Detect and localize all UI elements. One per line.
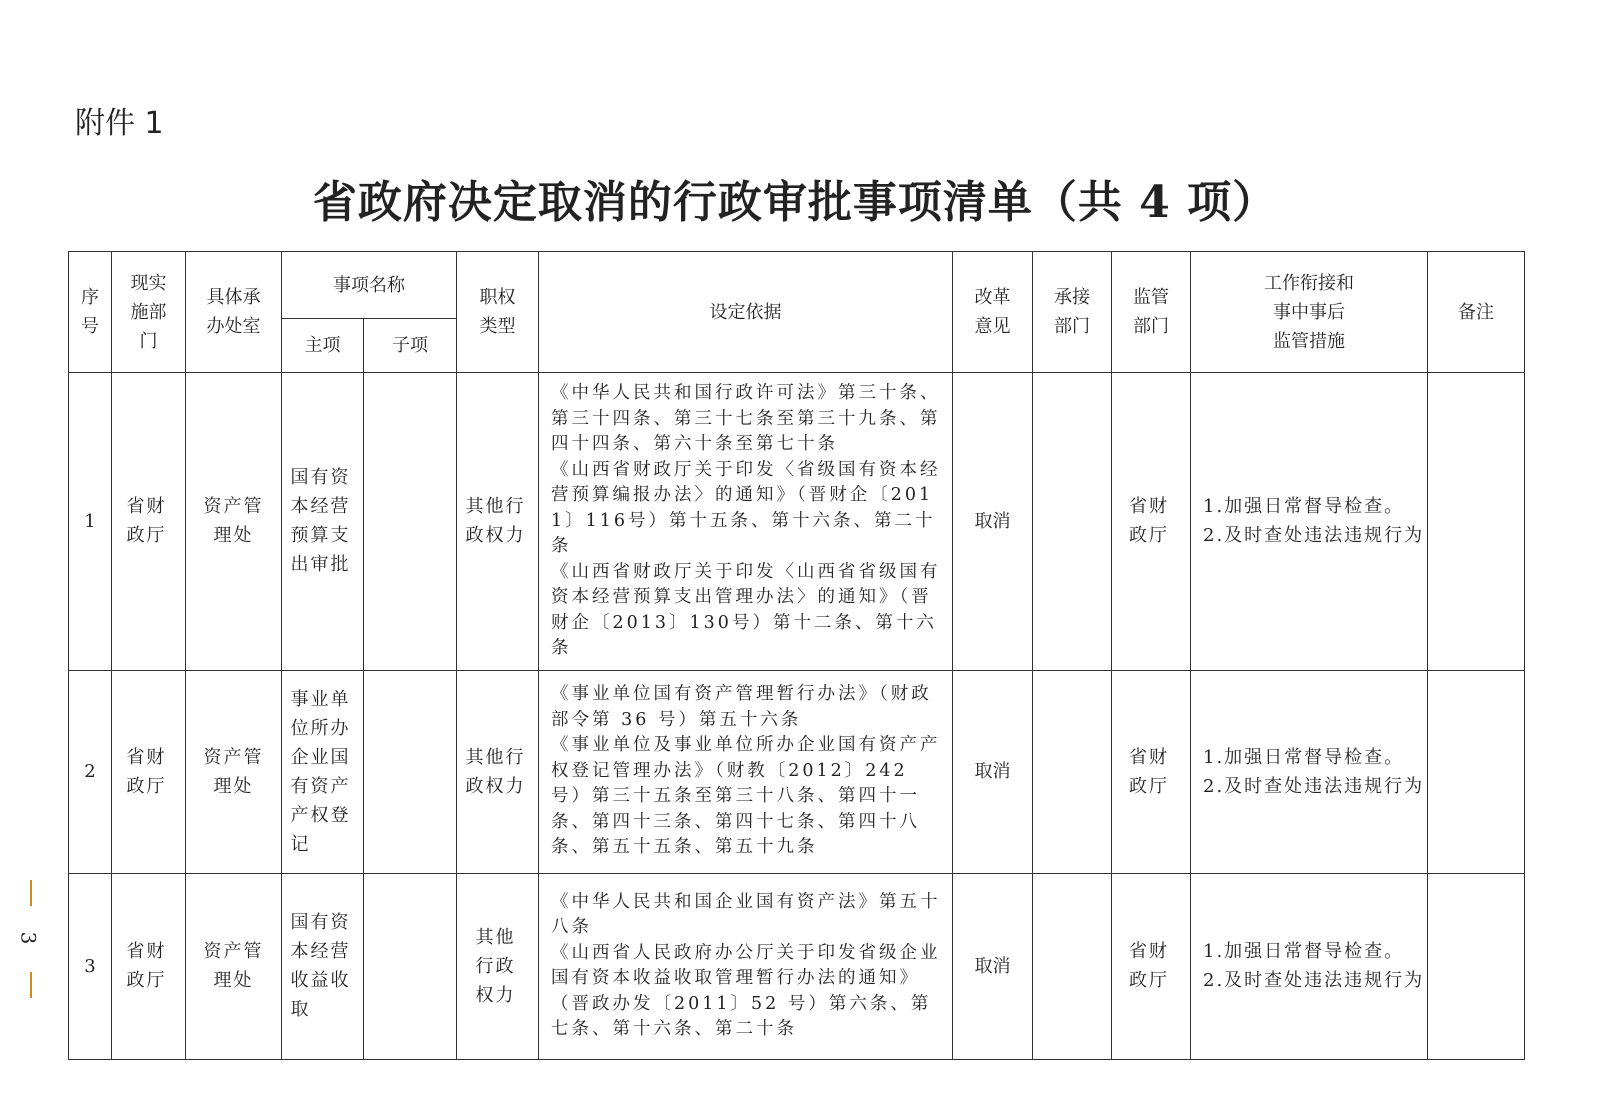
measure-item: 2.及时查处违法违规行为	[1203, 970, 1425, 991]
header-main-item: 主项	[282, 319, 364, 373]
cell-sub-item	[364, 873, 457, 1059]
cell-power-type: 其他行政权力	[457, 873, 539, 1059]
table-row	[69, 873, 1525, 1059]
header-dept: 现实 施部 门	[112, 252, 186, 373]
cell-dept: 省财政厅	[112, 670, 186, 873]
page-divider-top	[30, 880, 32, 906]
cell-office: 资产管理处	[186, 873, 282, 1059]
attachment-label: 附件 1	[75, 106, 164, 141]
page-number-marker	[18, 880, 48, 998]
header-opinion: 改革 意见	[953, 252, 1033, 373]
cell-seq: 1	[69, 373, 112, 671]
header-receiver: 承接 部门	[1033, 252, 1112, 373]
cell-opinion: 取消	[953, 670, 1033, 873]
cell-remarks	[1428, 873, 1525, 1059]
header-sub-item: 子项	[364, 319, 457, 373]
cell-power-type: 其他行政权力	[457, 373, 539, 671]
measure-item: 1.加强日常督导检查。	[1203, 746, 1405, 768]
cell-measures	[1191, 873, 1428, 1059]
cell-remarks	[1428, 670, 1525, 873]
cell-opinion: 取消	[953, 873, 1033, 1059]
measure-item: 2.及时查处违法违规行为	[1203, 525, 1425, 547]
header-remarks: 备注	[1428, 252, 1525, 373]
measure-item: 2.及时查处违法违规行为	[1203, 775, 1425, 797]
page-divider-bottom	[30, 972, 32, 998]
basis-paragraph: 《事业单位国有资产管理暂行办法》（财政部令第 36 号）第五十六条	[551, 684, 932, 730]
cell-receiver	[1033, 670, 1112, 873]
cell-receiver	[1033, 373, 1112, 671]
table-row	[69, 670, 1525, 873]
cell-dept: 省财政厅	[112, 373, 186, 671]
cell-opinion: 取消	[953, 373, 1033, 671]
cell-dept: 省财政厅	[112, 873, 186, 1059]
cell-main-item: 国有资本经营预算支出审批	[282, 373, 364, 671]
cell-supervisor: 省财政厅	[1112, 670, 1191, 873]
cell-measures	[1191, 670, 1428, 873]
cell-receiver	[1033, 873, 1112, 1059]
table-row	[69, 373, 1525, 671]
cell-power-type: 其他行政权力	[457, 670, 539, 873]
cell-supervisor: 省财政厅	[1112, 873, 1191, 1059]
cell-main-item: 国有资本经营收益收取	[282, 873, 364, 1059]
cell-sub-item	[364, 373, 457, 671]
cell-basis	[539, 373, 953, 671]
basis-paragraph: 《中华人民共和国行政许可法》第三十条、第三十四条、第三十七条至第三十九条、第四十四条、第六十条至第七十条	[551, 383, 941, 454]
header-measures: 工作衔接和 事中事后 监管措施	[1191, 252, 1428, 373]
approval-items-table	[68, 251, 1525, 1060]
cell-seq: 3	[69, 873, 112, 1059]
document-title: 省政府决定取消的行政审批事项清单（共 4 项）	[312, 177, 1278, 228]
measure-item: 1.加强日常督导检查。	[1203, 496, 1405, 518]
cell-remarks	[1428, 373, 1525, 671]
cell-sub-item	[364, 670, 457, 873]
header-supervisor: 监管 部门	[1112, 252, 1191, 373]
cell-basis	[539, 873, 953, 1059]
cell-seq: 2	[69, 670, 112, 873]
header-item-name: 事项名称	[282, 252, 457, 319]
basis-paragraph: 《山西省财政厅关于印发〈省级国有资本经营预算编报办法〉的通知》（晋财企〔2011〕116号）第十五条、第十六条、第二十条	[551, 459, 941, 556]
cell-office: 资产管理处	[186, 373, 282, 671]
basis-paragraph: 《事业单位及事业单位所办企业国有资产产权登记管理办法》（财教〔2012〕242 号）第三十五条至第三十八条、第四十一条、第四十三条、第四十七条、第四十八条、第五十五条、第五十九条	[551, 735, 941, 858]
cell-basis	[539, 670, 953, 873]
measure-item: 1.加强日常督导检查。	[1203, 941, 1405, 962]
basis-paragraph: 《中华人民共和国企业国有资产法》第五十八条	[551, 891, 941, 937]
header-basis: 设定依据	[539, 252, 953, 373]
cell-office: 资产管理处	[186, 670, 282, 873]
cell-supervisor: 省财政厅	[1112, 373, 1191, 671]
header-seq: 序 号	[69, 252, 112, 373]
basis-paragraph: 《山西省财政厅关于印发〈山西省省级国有资本经营预算支出管理办法〉的通知》（晋财企〔2013〕130号）第十二条、第十六条	[551, 561, 941, 658]
header-office: 具体承 办处室	[186, 252, 282, 373]
page-number: 3	[16, 931, 41, 945]
header-power-type: 职权 类型	[457, 252, 539, 373]
cell-main-item: 事业单位所办企业国有资产产权登记	[282, 670, 364, 873]
basis-paragraph: 《山西省人民政府办公厅关于印发省级企业国有资本收益收取管理暂行办法的通知》（晋政办发〔2011〕52 号）第六条、第七条、第十六条、第二十条	[551, 942, 941, 1039]
cell-measures	[1191, 373, 1428, 671]
